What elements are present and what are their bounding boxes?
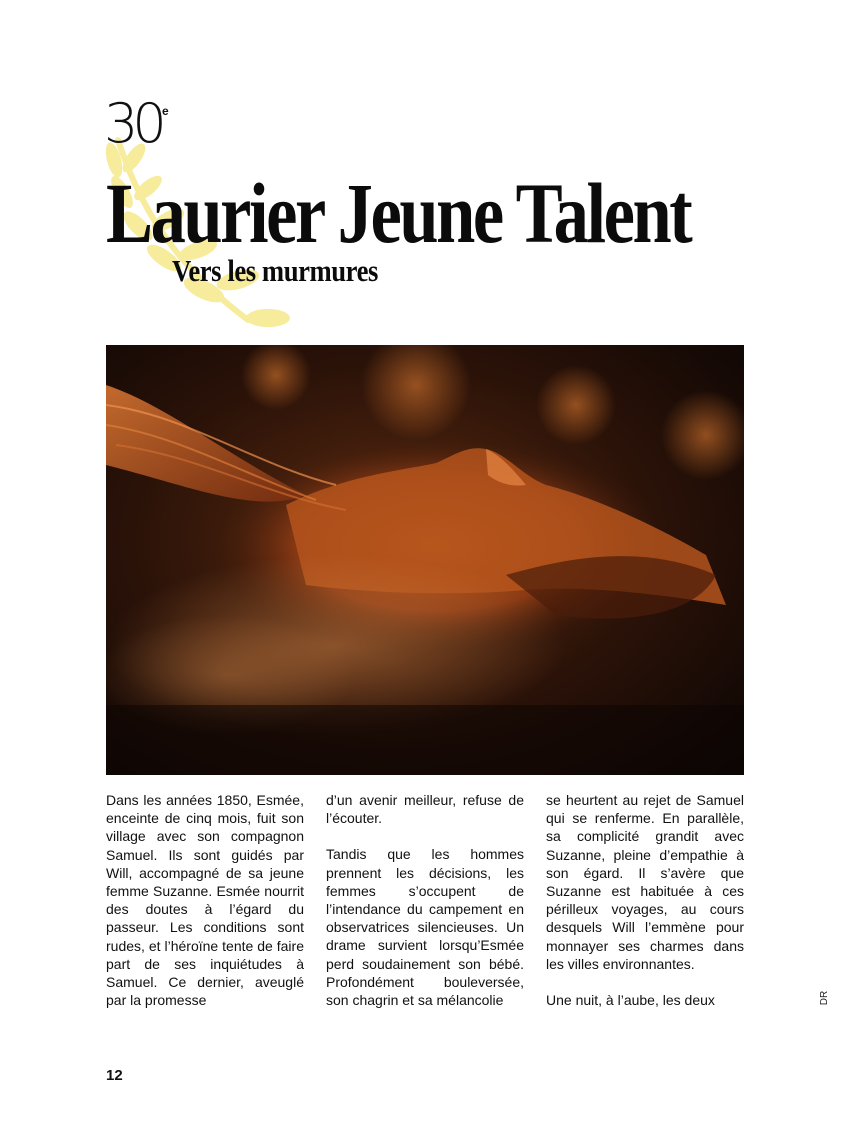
edition-badge — [104, 92, 174, 158]
page-title: Laurier Jeune Talent — [106, 165, 691, 261]
film-still-image — [106, 345, 744, 775]
page-number: 12 — [106, 1067, 123, 1084]
edition-suffix: e — [162, 104, 169, 118]
article-paragraph: se heurtent au rejet de Samuel qui se renferme. En parallèle, sa complicité grandit avec Suzanne, pleine d’empathie à son égard. Il s’avère que Suzanne est habituée à ces périlleux voyages, au cours desquels Will l’emmène pour monnayer ses charmes dans les villes environnantes. — [546, 792, 744, 972]
article-column-3 — [546, 791, 744, 1027]
article-paragraph: Une nuit, à l’aube, les deux — [546, 992, 715, 1009]
article-paragraph: Dans les années 1850, Esmée, enceinte de cinq mois, fuit son village avec son compagnon Samuel. Ils sont guidés par Will, accompagné de sa jeune femme Suzanne. Esmée nourrit des doutes à l’égard du passeur. Les conditions sont rudes, et l’héroïne tente de faire part de ses inquiétudes à Samuel. Ce dernier, aveuglé par la promesse — [106, 792, 304, 1009]
page-subtitle: Vers les murmures — [172, 253, 378, 288]
article-paragraph: d’un avenir meilleur, refuse de l’écouter. — [326, 792, 524, 827]
photo-credit: DR — [819, 990, 830, 1006]
article-paragraph: Tandis que les hommes prennent les décisions, les femmes s’occupent de l’intendance du campement en observatrices silencieuses. Un drame survient lorsqu’Esmée perd soudainement son bébé. Profondément bouleversée, son chagrin et sa mélancolie — [326, 846, 524, 1009]
article-column-1 — [106, 791, 304, 1027]
edition-number: 30 — [104, 92, 161, 155]
article-column-2 — [326, 791, 524, 1027]
